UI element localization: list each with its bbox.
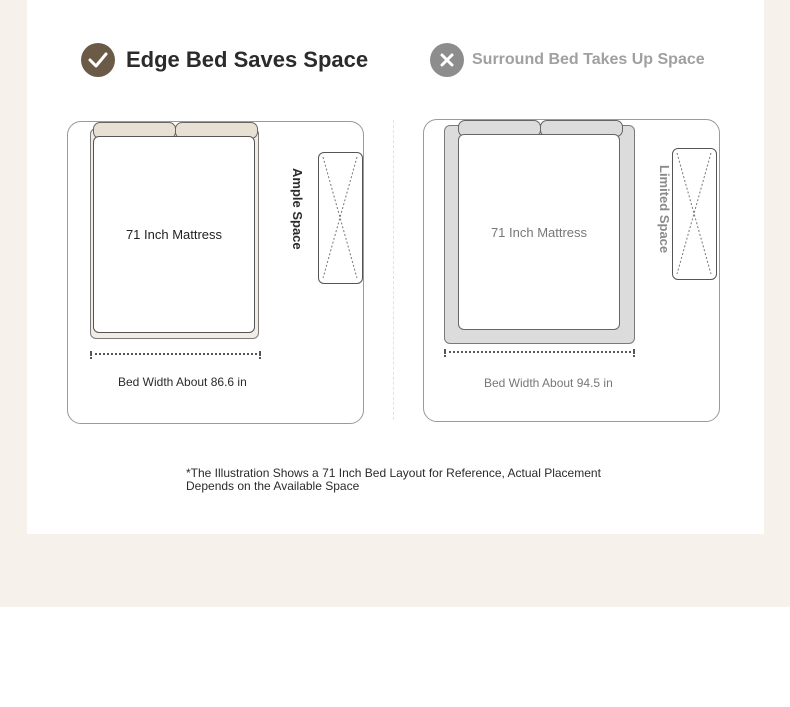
edge-bed-width-label: Bed Width About 86.6 in <box>118 375 247 389</box>
surround-bed-width-label: Bed Width About 94.5 in <box>484 376 613 390</box>
footnote: *The Illustration Shows a 71 Inch Bed Layout for Reference, Actual Placement Depends on the Available Space <box>186 466 601 493</box>
surround-bed-illustration <box>423 119 720 422</box>
surround-bed-heading <box>430 43 705 77</box>
comparison-card <box>27 0 764 534</box>
edge-bed-illustration <box>67 121 364 424</box>
edge-bed-heading <box>81 43 368 77</box>
width-dimension-line <box>90 353 261 359</box>
x-icon <box>430 43 464 77</box>
ample-space-label: Ample Space <box>290 168 305 250</box>
edge-bed-mattress: 71 Inch Mattress <box>93 136 255 333</box>
surround-bed-title: Surround Bed Takes Up Space <box>472 51 705 68</box>
limited-space-label: Limited Space <box>657 165 672 254</box>
surround-bed-mattress: 71 Inch Mattress <box>458 134 620 330</box>
nightstand <box>318 152 363 284</box>
nightstand <box>672 148 717 280</box>
edge-bed-title: Edge Bed Saves Space <box>126 47 369 72</box>
check-icon <box>81 43 115 77</box>
width-dimension-line <box>444 351 635 357</box>
panel-divider <box>393 120 394 420</box>
